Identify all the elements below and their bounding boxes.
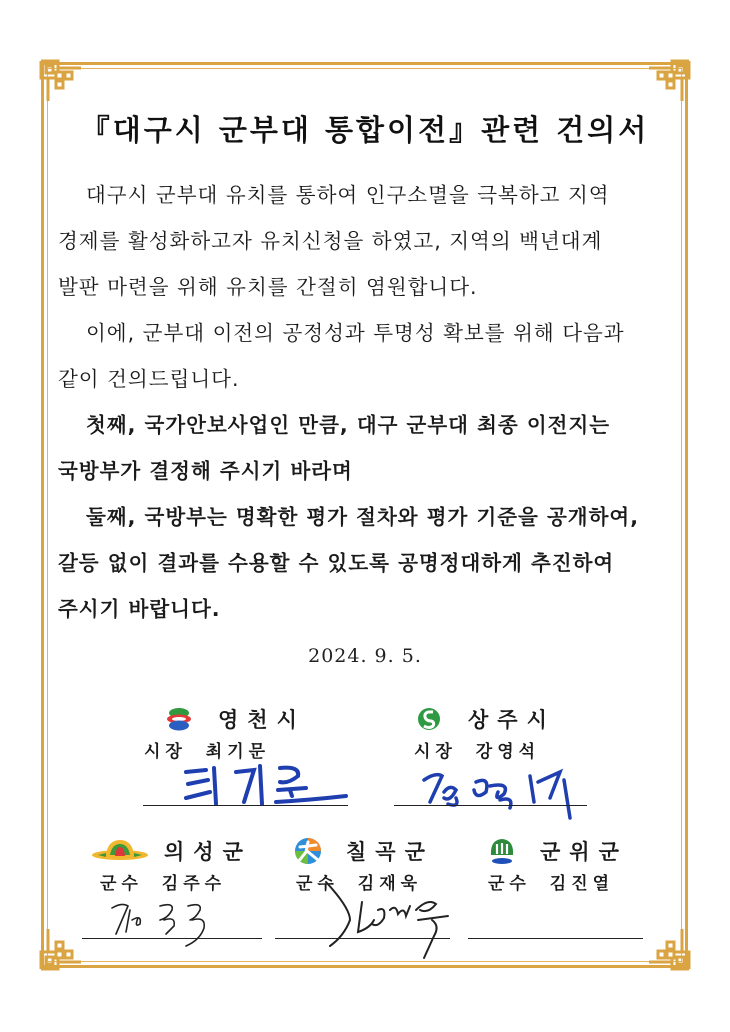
signatory-org — [292, 836, 434, 866]
signature-sangju — [420, 762, 590, 820]
paragraph-line: 둘째, 국방부는 명확한 평가 절차와 평가 기준을 공개하여, — [86, 505, 640, 529]
corner-knot-ornament-icon — [38, 58, 84, 104]
signatory-role: 군수 — [488, 874, 531, 894]
paragraph-line: 발판 마련을 위해 유치를 간절히 염원합니다. — [58, 275, 478, 299]
paragraph-line: 국방부가 결정해 주시기 바라며 — [58, 459, 353, 483]
gunwi-logo-icon — [488, 836, 516, 866]
paragraph-intro — [58, 172, 676, 310]
signatory-name: 강영석 — [475, 742, 541, 762]
paragraph-request — [58, 310, 676, 402]
corner-knot-ornament-icon — [646, 58, 692, 104]
signatory-sangju — [414, 704, 556, 762]
signatory-name: 김진열 — [549, 874, 615, 894]
signatory-person — [144, 737, 306, 762]
paragraph-line: 갈등 없이 결과를 수용할 수 있도록 공명정대하게 추진하여 — [58, 551, 615, 575]
org-name: 영천시 — [218, 708, 306, 732]
paragraph-line: 같이 건의드립니다. — [58, 367, 240, 391]
paragraph-line: 이에, 군부대 이전의 공정성과 투명성 확보를 위해 다음과 — [86, 321, 625, 345]
signatory-role: 군수 — [100, 874, 143, 894]
signatory-role: 시장 — [144, 742, 187, 762]
chilgok-logo-icon — [292, 836, 324, 866]
sangju-logo-icon — [414, 706, 444, 732]
org-name: 칠곡군 — [346, 840, 434, 864]
signature-line — [82, 938, 262, 939]
signatory-person — [414, 737, 556, 762]
signatory-role: 군수 — [296, 874, 339, 894]
signature-line-blank — [468, 938, 643, 939]
signatory-name: 김재욱 — [357, 874, 423, 894]
org-name: 의성군 — [164, 840, 252, 864]
org-name: 군위군 — [540, 840, 628, 864]
signatory-org — [90, 836, 252, 866]
signature-line — [394, 805, 587, 806]
signatory-person — [100, 869, 252, 894]
signatory-uiseong — [90, 836, 252, 894]
uiseong-logo-icon — [90, 838, 150, 864]
signature-line — [143, 805, 348, 806]
paragraph-line: 첫째, 국가안보사업인 만큼, 대구 군부대 최종 이전지는 — [86, 413, 611, 437]
signature-yeongcheon — [180, 762, 350, 810]
signatory-gunwi — [488, 836, 628, 894]
corner-knot-ornament-icon — [646, 926, 692, 972]
paragraph-line: 경제를 활성화하고자 유치신청을 하였고, 지역의 백년대계 — [58, 229, 603, 253]
signatory-name: 김주수 — [161, 874, 227, 894]
yeongcheon-logo-icon — [164, 706, 194, 732]
signatory-org — [414, 704, 556, 734]
signatory-name: 최기문 — [205, 742, 271, 762]
org-name: 상주시 — [468, 708, 556, 732]
document-title: 『대구시 군부대 통합이전』관련 건의서 — [80, 113, 650, 147]
paragraph-first-point — [58, 402, 676, 494]
signatory-role: 시장 — [414, 742, 457, 762]
document-date: 2024. 9. 5. — [308, 645, 422, 667]
corner-knot-ornament-icon — [38, 926, 84, 972]
signatory-org — [164, 704, 306, 734]
signature-chilgok — [300, 880, 460, 960]
signatory-org — [488, 836, 628, 866]
paragraph-line: 대구시 군부대 유치를 통하여 인구소멸을 극복하고 지역 — [86, 183, 610, 207]
signature-uiseong — [108, 898, 238, 948]
signature-line — [275, 938, 450, 939]
signatory-yeongcheon — [144, 704, 306, 762]
paragraph-second-point — [58, 494, 676, 632]
signatory-person — [488, 869, 628, 894]
paragraph-line: 주시기 바랍니다. — [58, 597, 221, 621]
document-body — [58, 172, 676, 632]
